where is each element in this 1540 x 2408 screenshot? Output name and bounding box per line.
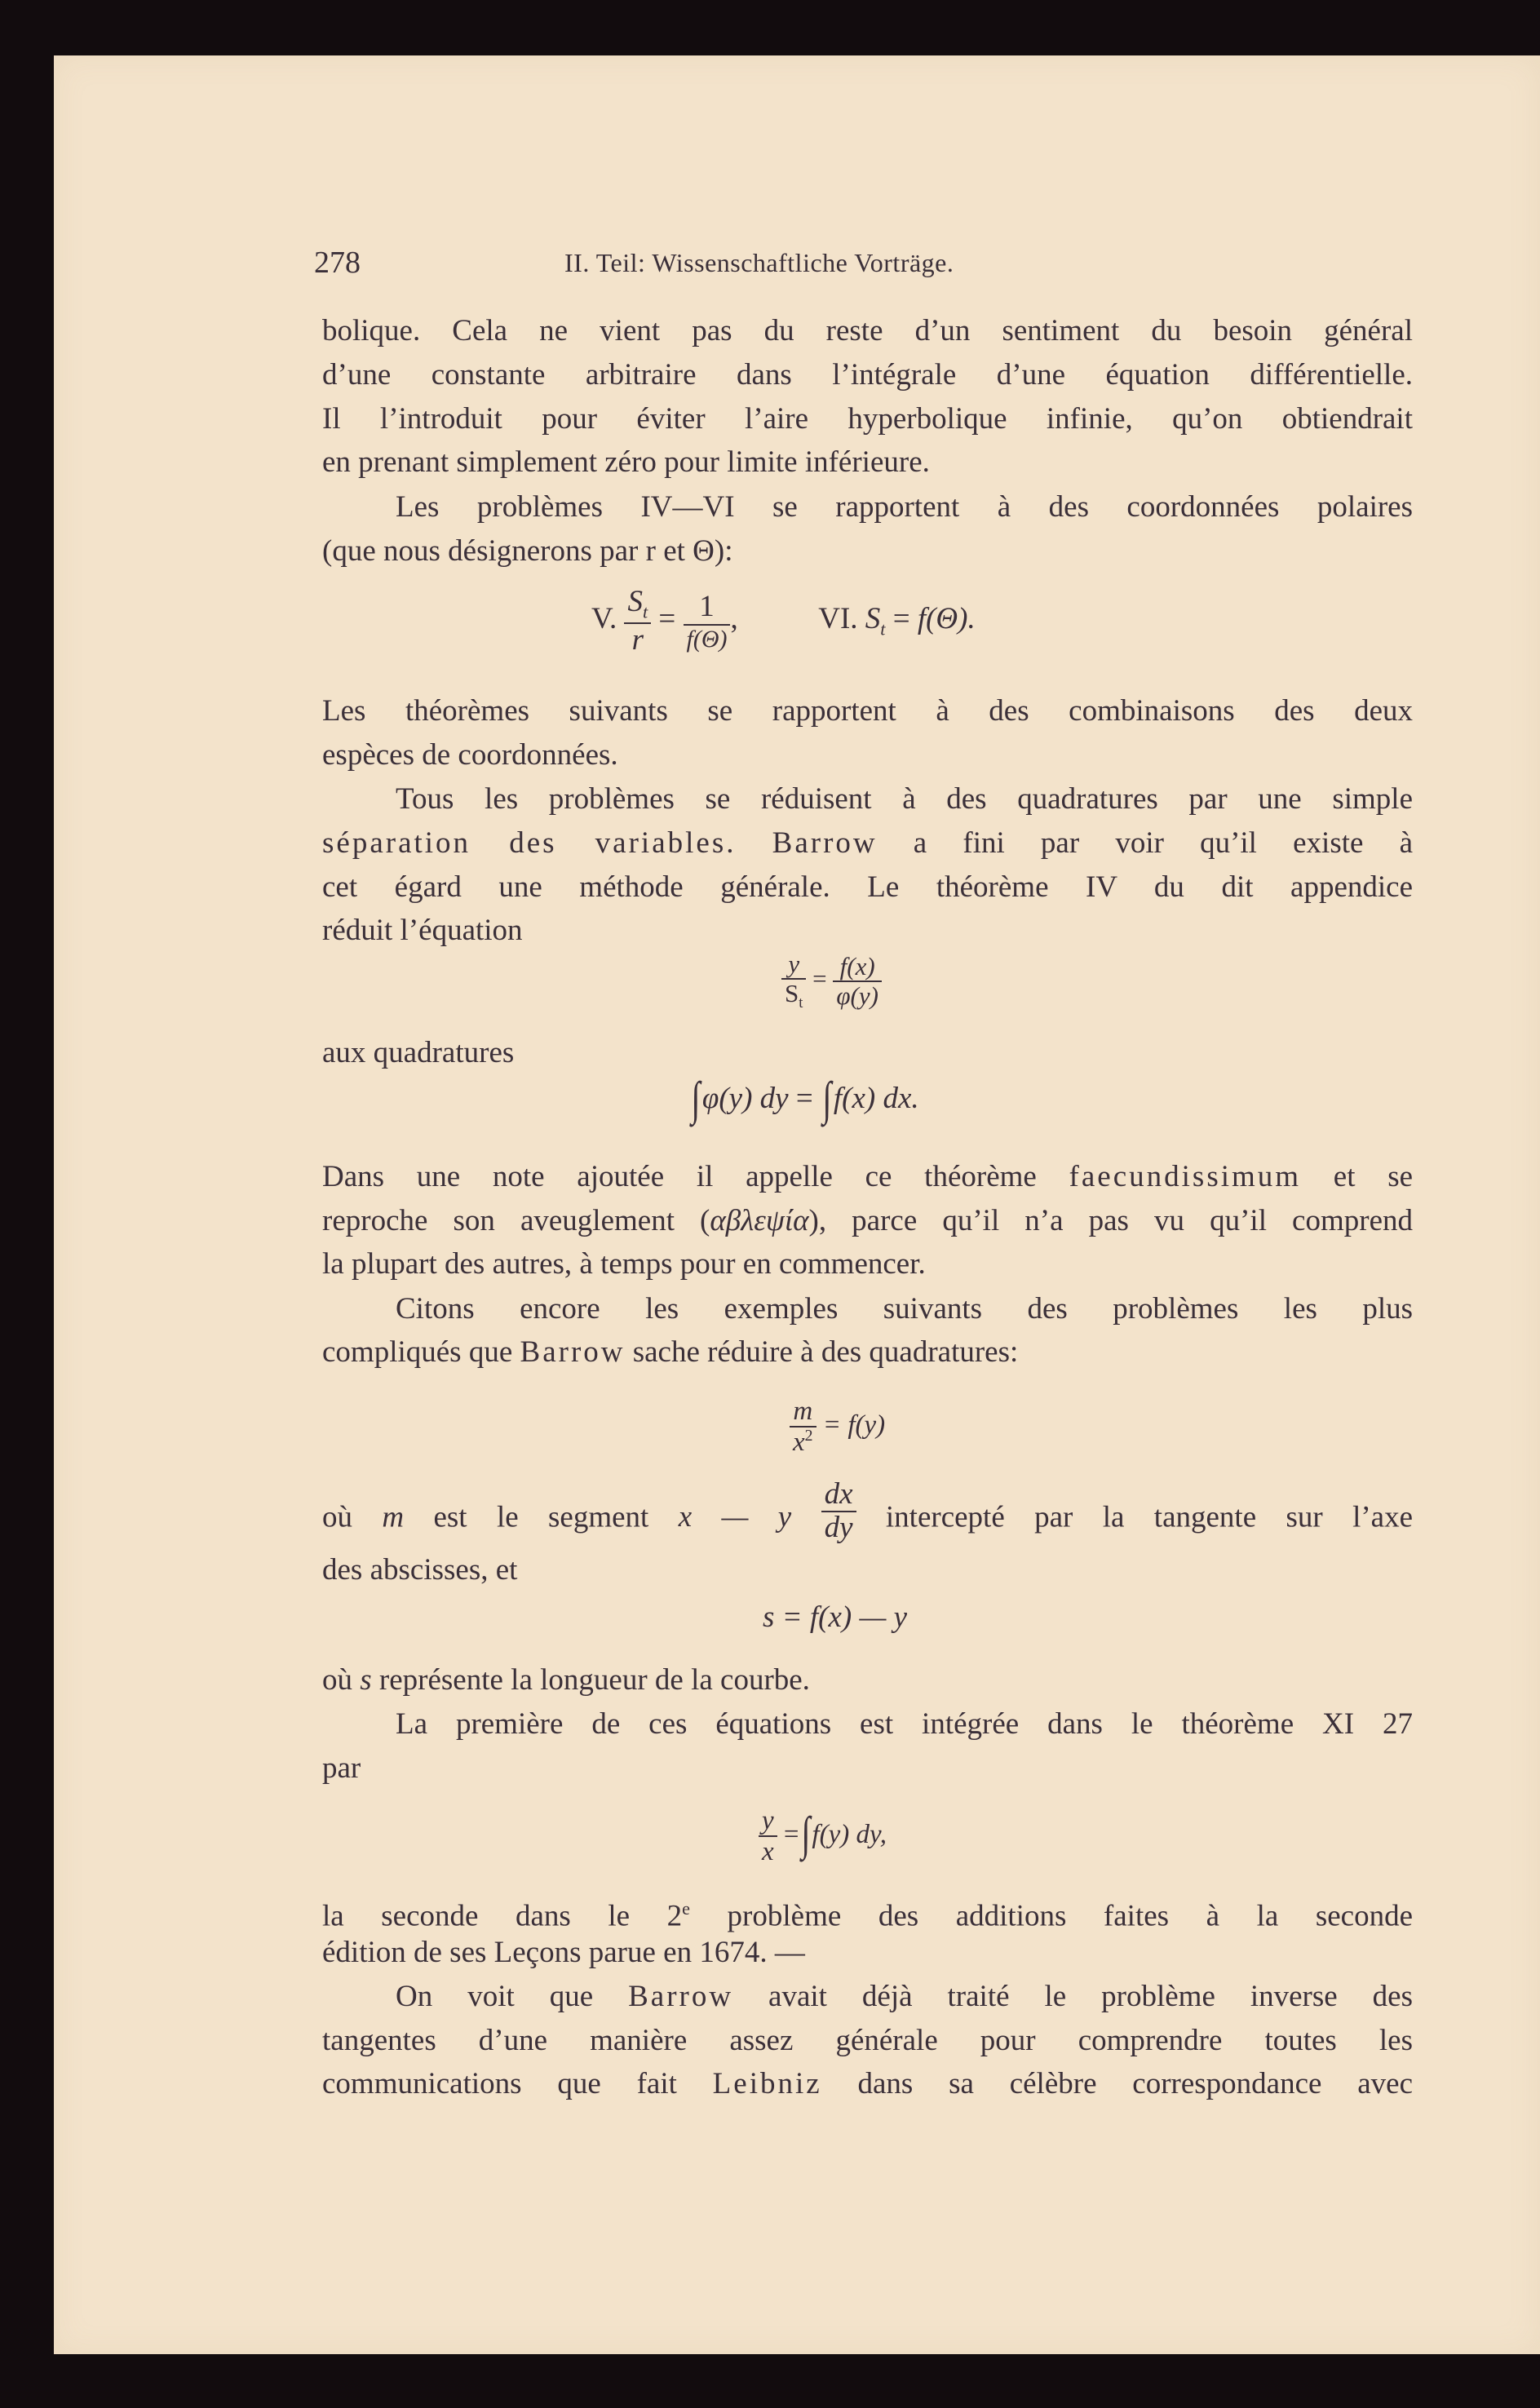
- text-line: La première de ces équations est intégrée dans le théorème XI 27: [396, 1707, 1413, 1741]
- text-line: Les problèmes IV—VI se rapportent à des coordonnées polaires: [396, 490, 1413, 524]
- text-line: tangentes d’une manière assez générale pour comprendre toutes les: [322, 2024, 1413, 2057]
- text-line: cet égard une méthode générale. Le théorème IV du dit appendice: [322, 870, 1413, 904]
- fraction: $\frac{y}{x}$: [759, 1806, 777, 1867]
- text-line: édition de ses Leçons parue en 1674. —: [322, 1936, 805, 1969]
- fraction: $\frac{m}{x^2}$: [790, 1397, 816, 1458]
- formula-tangent-segment: x — y $\frac{dx}{dy}$: [679, 1500, 886, 1534]
- greek-word: αβλεψία: [710, 1204, 809, 1237]
- text-line: Citons encore les exemples suivants des problèmes les plus: [396, 1292, 1413, 1326]
- text-line: Les théorèmes suivants se rapportent à des combinaisons des deux: [322, 694, 1413, 728]
- text-line: des abscisses, et: [322, 1553, 518, 1587]
- text-line: séparation des variables. Barrow a fini par voir qu’il existe à: [322, 826, 1414, 860]
- name-leibniz: Leibniz: [712, 2067, 822, 2100]
- formula-label-v: V.: [591, 602, 617, 636]
- name-barrow: Barrow: [628, 1980, 734, 2013]
- running-title: II. Teil: Wissenschaftliche Vorträge.: [564, 248, 954, 277]
- text-line: communications que fait Leibniz dans sa célèbre correspondance avec: [322, 2067, 1414, 2100]
- text-line: compliqués que Barrow sache réduire à des quadratures:: [322, 1335, 1019, 1369]
- emphasis-faecundissimum: faecundissimum: [1069, 1160, 1302, 1193]
- fraction: $\frac{y}{S_t}$: [781, 950, 806, 1012]
- text-line: (que nous désignerons par r et Θ):: [322, 534, 733, 568]
- text-line: réduit l’équation: [322, 914, 523, 947]
- text-line: On voit que Barrow avait déjà traité le problème inverse des: [396, 1980, 1413, 2013]
- formula-integrated: $\frac{y}{x}$ =∫f(y) dy,: [759, 1806, 887, 1867]
- text-line: par: [322, 1751, 361, 1785]
- name-barrow: Barrow: [772, 826, 878, 860]
- fraction: $\frac{f(x)}{\varphi(y)}$: [833, 953, 882, 1010]
- fraction: $\frac{1}{f(\Theta)}$: [684, 591, 731, 653]
- formula-m-over-x2: $\frac{m}{x^2}$ = f(y): [790, 1397, 885, 1458]
- formula-label-vi: VI.: [818, 602, 858, 636]
- text-line: aux quadratures: [322, 1036, 515, 1069]
- text-line: Il l’introduit pour éviter l’aire hyperbolique infinie, qu’on obtiendrait: [322, 402, 1413, 436]
- text-line: d’une constante arbitraire dans l’intégrale d’une équation différentielle.: [322, 358, 1413, 392]
- text-line: bolique. Cela ne vient pas du reste d’un sentiment du besoin général: [322, 314, 1413, 347]
- text-line: en prenant simplement zéro pour limite inférieure.: [322, 445, 930, 479]
- text-line: la seconde dans le 2e problème des additions faites à la seconde: [322, 1898, 1414, 1933]
- text-line: où s représente la longueur de la courbe.: [322, 1663, 810, 1697]
- formula-polar: V. $\frac{S_t}{r}$ = $\frac{1}{f(\Theta)}$ , VI. $S_t = f(\Theta)$.: [591, 585, 976, 657]
- text-line: Dans une note ajoutée il appelle ce théorème faecundissimum et se: [322, 1160, 1414, 1193]
- text-line: reproche son aveuglement (αβλεψία), parce qu’il n’a pas vu qu’il comprend: [322, 1204, 1413, 1237]
- fraction: $\frac{S_t}{r}$: [624, 586, 651, 657]
- text-line: espèces de coordonnées.: [322, 738, 618, 772]
- text-line: où m est le segment x — y $\frac{dx}{dy}$ intercepté par la tangente sur l’axe: [322, 1477, 1414, 1544]
- formula-arc-length: s = f(x) — y: [763, 1600, 908, 1634]
- text-line: Tous les problèmes se réduisent à des quadratures par une simple: [396, 782, 1413, 816]
- text-line: la plupart des autres, à temps pour en commencer.: [322, 1247, 926, 1281]
- formula-quadrature: ∫φ(y) dy = ∫f(x) dx.: [691, 1072, 919, 1125]
- name-barrow: Barrow: [520, 1335, 626, 1369]
- fraction: $\frac{dx}{dy}$: [821, 1479, 856, 1544]
- formula-separation: $\frac{y}{S_t}$ = $\frac{f(x)}{\varphi(y)}$: [781, 950, 882, 1012]
- page-number: 278: [314, 246, 361, 280]
